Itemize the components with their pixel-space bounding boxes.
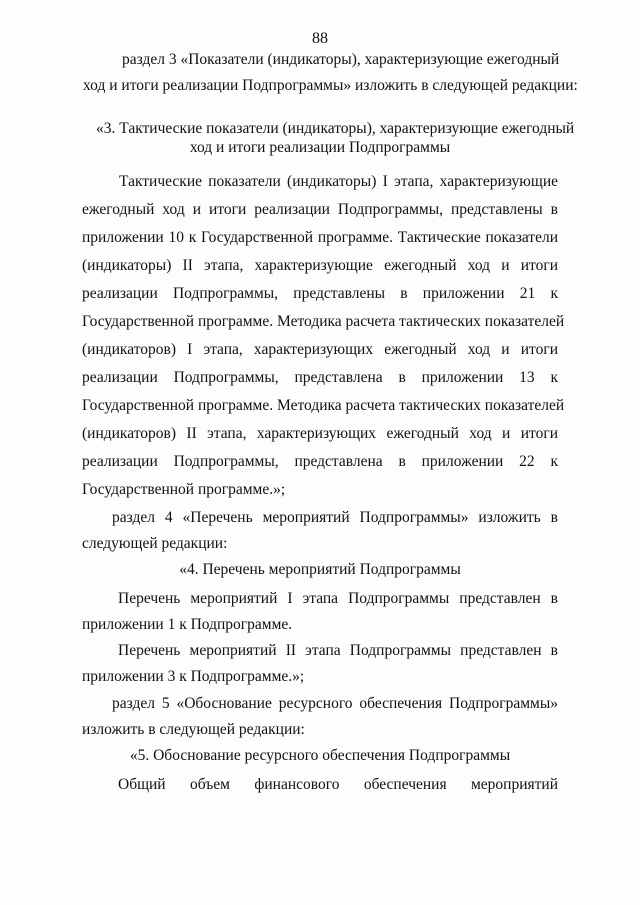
text-line: Перечень мероприятий I этапа Подпрограммы представлен в xyxy=(118,590,558,607)
text-line: изложить в следующей редакции: xyxy=(82,721,305,738)
text-line: Общий объем финансового обеспечения мероприятий xyxy=(118,776,558,793)
page-number: 88 xyxy=(312,30,328,47)
text-line: раздел 5 «Обоснование ресурсного обеспечения Подпрограммы» xyxy=(112,695,558,712)
text-line: Государственной программе. Методика расчета тактических показателей xyxy=(82,313,565,330)
text-line: ежегодный ход и итоги реализации Подпрограммы, представлены в xyxy=(82,201,558,218)
text-line: реализации Подпрограммы, представлена в приложении 13 к xyxy=(82,369,558,386)
section-heading-line: «3. Тактические показатели (индикаторы), характеризующие ежегодный xyxy=(96,120,575,137)
text-line: приложении 3 к Подпрограмме.»; xyxy=(82,668,305,685)
text-line: раздел 3 «Показатели (индикаторы), характеризующие ежегодный xyxy=(122,51,560,68)
text-line: (индикаторы) II этапа, характеризующие ежегодный ход и итоги xyxy=(82,257,558,274)
text-line: Перечень мероприятий II этапа Подпрограммы представлен в xyxy=(118,642,558,659)
section-heading-line: «5. Обоснование ресурсного обеспечения Подпрограммы xyxy=(129,747,511,764)
text-line: (индикаторов) II этапа, характеризующих ежегодный ход и итоги xyxy=(82,425,558,442)
text-line: следующей редакции: xyxy=(82,535,228,552)
text-line: Государственной программе. Методика расчета тактических показателей xyxy=(82,397,565,414)
text-line: приложении 10 к Государственной программе. Тактические показатели xyxy=(82,229,558,246)
text-line: Государственной программе.»; xyxy=(82,481,286,498)
text-line: Тактические показатели (индикаторы) I этапа, характеризующие xyxy=(119,173,558,190)
text-line: приложении 1 к Подпрограмме. xyxy=(82,616,293,633)
text-line: реализации Подпрограммы, представлены в приложении 21 к xyxy=(82,285,558,302)
text-line: ход и итоги реализации Подпрограммы» изложить в следующей редакции: xyxy=(83,77,578,94)
section-heading-line: ход и итоги реализации Подпрограммы xyxy=(189,139,451,156)
text-line: (индикаторов) I этапа, характеризующих ежегодный ход и итоги xyxy=(82,341,558,358)
section-heading-line: «4. Перечень мероприятий Подпрограммы xyxy=(179,561,461,578)
text-line: раздел 4 «Перечень мероприятий Подпрограммы» изложить в xyxy=(112,509,558,526)
text-line: реализации Подпрограммы, представлена в приложении 22 к xyxy=(82,453,558,470)
